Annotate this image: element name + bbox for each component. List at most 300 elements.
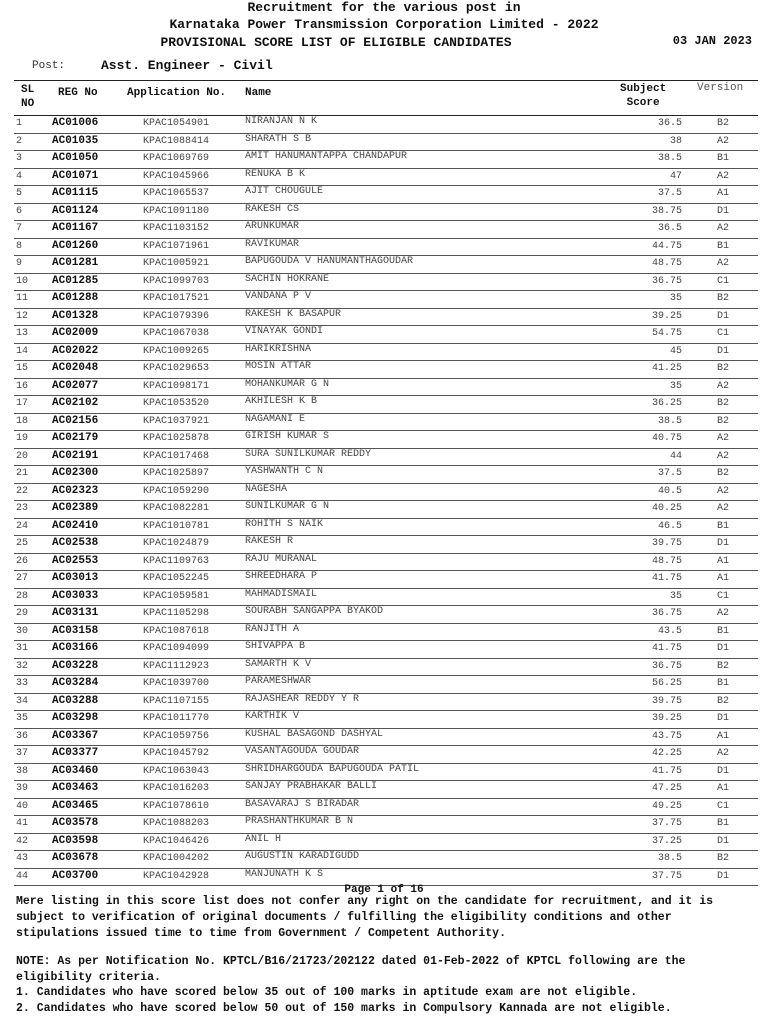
cell-version: A2 (716, 258, 729, 269)
cell-version: A2 (716, 748, 729, 759)
cell-score: 54.75 (651, 328, 682, 339)
cell-score: 41.75 (651, 643, 682, 654)
cell-reg-no: AC03298 (52, 712, 99, 724)
cell-score: 35 (669, 590, 682, 602)
cell-sl-no: 18 (16, 415, 29, 427)
table-row (14, 326, 758, 344)
cell-name: AUGUSTIN KARADIGUDD (245, 851, 360, 862)
cell-reg-no: AC03598 (52, 834, 99, 847)
cell-version: A2 (716, 450, 729, 462)
table-row (14, 309, 758, 327)
cell-score: 38.5 (657, 153, 682, 164)
cell-name: ROHITH S NAIK (245, 518, 324, 530)
criteria-item-2: 2. Candidates who have scored below 50 out of 150 marks in Compulsory Kannada are not eligible. (16, 1002, 672, 1015)
cell-sl-no: 19 (16, 433, 29, 444)
table-row (14, 239, 758, 257)
cell-reg-no: AC02191 (52, 449, 99, 462)
cell-version: C1 (716, 590, 729, 602)
cell-application-no: KPAC1071961 (143, 240, 210, 252)
cell-sl-no: 22 (16, 485, 29, 497)
cell-sl-no: 29 (16, 608, 29, 619)
cell-score: 44.75 (651, 240, 682, 252)
cell-version: B2 (716, 853, 729, 864)
cell-sl-no: 25 (16, 538, 29, 549)
cell-sl-no: 2 (16, 135, 23, 147)
cell-version: A2 (716, 380, 729, 392)
table-row (14, 256, 758, 274)
table-row (14, 466, 758, 484)
cell-reg-no: AC01115 (52, 187, 99, 199)
cell-name: PARAMESHWAR (245, 676, 312, 687)
cell-name: MANJUNATH K S (245, 868, 324, 880)
cell-application-no: KPAC1059290 (143, 485, 210, 497)
cell-application-no: KPAC1046426 (143, 835, 210, 847)
cell-application-no: KPAC1091180 (143, 205, 210, 217)
table-header (14, 81, 758, 116)
cell-sl-no: 23 (16, 503, 29, 514)
col-version-header: Version (697, 82, 744, 94)
cell-application-no: KPAC1029653 (143, 363, 210, 374)
cell-application-no: KPAC1005921 (143, 258, 210, 269)
cell-application-no: KPAC1053520 (143, 398, 210, 409)
cell-name: RAKESH K BASAPUR (245, 308, 342, 320)
page-number: Page 1 of 16 (344, 884, 424, 896)
cell-sl-no: 12 (16, 310, 29, 322)
cell-reg-no: AC01035 (52, 134, 99, 147)
cell-name: AMIT HANUMANTAPPA CHANDAPUR (245, 151, 408, 162)
cell-reg-no: AC03033 (52, 589, 99, 602)
table-row (14, 589, 758, 607)
cell-application-no: KPAC1078610 (143, 800, 210, 812)
table-row (14, 729, 758, 747)
cell-application-no: KPAC1088203 (143, 818, 210, 829)
post-label: Post: (32, 60, 66, 72)
table-row (14, 536, 758, 554)
cell-score: 36.75 (651, 660, 682, 672)
cell-reg-no: AC01124 (52, 204, 99, 217)
cell-reg-no: AC01328 (52, 309, 99, 322)
table-row (14, 799, 758, 817)
cell-version: D1 (716, 345, 729, 357)
cell-reg-no: AC02323 (52, 484, 99, 497)
cell-application-no: KPAC1045792 (143, 748, 210, 759)
cell-reg-no: AC02300 (52, 467, 99, 479)
cell-name: KUSHAL BASAGOND DASHYAL (245, 728, 384, 740)
cell-reg-no: AC01006 (52, 117, 99, 129)
cell-name: RAKESH R (245, 536, 294, 547)
cell-score: 41.75 (651, 765, 682, 777)
table-row (14, 169, 758, 187)
cell-version: D1 (716, 713, 729, 724)
cell-application-no: KPAC1065537 (143, 188, 210, 199)
cell-score: 40.75 (651, 433, 682, 444)
table-row (14, 361, 758, 379)
table-row (14, 396, 758, 414)
cell-name: YASHWANTH C N (245, 466, 324, 477)
cell-application-no: KPAC1059756 (143, 730, 210, 742)
table-row (14, 746, 758, 764)
cell-version: C1 (716, 275, 729, 287)
cell-score: 37.5 (657, 188, 682, 199)
cell-sl-no: 43 (16, 853, 29, 864)
cell-reg-no: AC02022 (52, 344, 99, 357)
cell-score: 47.25 (651, 783, 682, 794)
cell-version: D1 (716, 870, 729, 882)
cell-name: VASANTAGOUDA GOUDAR (245, 746, 360, 757)
cell-sl-no: 21 (16, 468, 29, 479)
cell-reg-no: AC03463 (52, 782, 99, 794)
cell-score: 38 (669, 135, 682, 147)
cell-version: C1 (716, 328, 729, 339)
cell-application-no: KPAC1039700 (143, 678, 210, 689)
document-date: 03 JAN 2023 (672, 34, 752, 48)
cell-score: 37.75 (651, 818, 682, 829)
table-row (14, 554, 758, 572)
cell-score: 38.75 (651, 205, 682, 217)
cell-application-no: KPAC1025897 (143, 468, 210, 479)
cell-score: 48.75 (651, 258, 682, 269)
cell-sl-no: 14 (16, 345, 29, 357)
cell-sl-no: 24 (16, 520, 29, 532)
col-app-header: Application No. (127, 87, 227, 99)
cell-sl-no: 31 (16, 643, 29, 654)
cell-score: 39.75 (651, 695, 682, 707)
table-row (14, 116, 758, 134)
table-row (14, 816, 758, 834)
cell-version: B2 (716, 695, 729, 707)
cell-version: B1 (716, 818, 729, 829)
cell-reg-no: AC02102 (52, 397, 99, 409)
cell-name: NIRANJAN N K (245, 116, 318, 127)
cell-sl-no: 36 (16, 730, 29, 742)
cell-name: RENUKA B K (245, 168, 306, 180)
cell-reg-no: AC03284 (52, 677, 99, 689)
cell-score: 48.75 (651, 555, 682, 567)
cell-version: B2 (716, 415, 729, 427)
note-text: NOTE: As per Notification No. KPTCL/B16/21723/202122 dated 01-Feb-2022 of KPTCL following are the eligibility criteria. (16, 955, 686, 984)
cell-name: NAGESHA (245, 483, 288, 495)
table-row (14, 659, 758, 677)
cell-reg-no: AC03678 (52, 852, 99, 864)
cell-version: B1 (716, 625, 729, 637)
cell-reg-no: AC02179 (52, 432, 99, 444)
score-table (14, 80, 758, 886)
cell-sl-no: 34 (16, 695, 29, 707)
cell-application-no: KPAC1112923 (143, 660, 210, 672)
table-row (14, 641, 758, 659)
cell-application-no: KPAC1010781 (143, 520, 210, 532)
cell-name: VANDANA P V (245, 291, 312, 302)
cell-sl-no: 11 (16, 293, 29, 304)
cell-name: RAJASHEAR REDDY Y R (245, 693, 360, 705)
cell-name: AKHILESH K B (245, 396, 318, 407)
cell-name: RAVIKUMAR (245, 238, 300, 250)
cell-version: B1 (716, 678, 729, 689)
cell-score: 36.5 (657, 223, 682, 234)
cell-name: ARUNKUMAR (245, 221, 300, 232)
cell-version: B2 (716, 468, 729, 479)
table-row (14, 501, 758, 519)
table-row (14, 291, 758, 309)
table-row (14, 711, 758, 729)
cell-score: 39.25 (651, 713, 682, 724)
cell-version: B2 (716, 398, 729, 409)
cell-version: C1 (716, 800, 729, 812)
cell-name: BASAVARAJ S BIRADAR (245, 798, 360, 810)
cell-name: KARTHIK V (245, 711, 300, 722)
cell-sl-no: 6 (16, 205, 23, 217)
cell-reg-no: AC02410 (52, 519, 99, 532)
cell-reg-no: AC02009 (52, 327, 99, 339)
cell-reg-no: AC01288 (52, 292, 99, 304)
cell-name: SHARATH S B (245, 133, 312, 145)
cell-sl-no: 26 (16, 555, 29, 567)
table-row (14, 834, 758, 852)
post-value: Asst. Engineer - Civil (101, 58, 273, 73)
cell-score: 37.75 (651, 870, 682, 882)
cell-reg-no: AC03013 (52, 572, 99, 584)
col-reg-header: REG No (58, 87, 98, 99)
cell-version: A2 (716, 503, 729, 514)
cell-reg-no: AC03700 (52, 869, 99, 882)
document-title-line1: Recruitment for the various post in (247, 0, 521, 15)
table-row (14, 221, 758, 239)
table-row (14, 379, 758, 397)
cell-reg-no: AC03158 (52, 624, 99, 637)
cell-application-no: KPAC1017521 (143, 293, 210, 304)
cell-application-no: KPAC1067038 (143, 328, 210, 339)
cell-sl-no: 1 (16, 118, 23, 129)
cell-sl-no: 10 (16, 275, 29, 287)
cell-application-no: KPAC1087618 (143, 625, 210, 637)
cell-name: SURA SUNILKUMAR REDDY (245, 448, 372, 460)
document-title-line2: Karnataka Power Transmission Corporation Limited - 2022 (169, 17, 599, 32)
table-row (14, 274, 758, 292)
criteria-item-1: 1. Candidates who have scored below 35 out of 100 marks in aptitude exam are not eligible. (16, 986, 638, 999)
cell-application-no: KPAC1063043 (143, 765, 210, 777)
cell-application-no: KPAC1105298 (143, 608, 210, 619)
col-name-header: Name (245, 87, 272, 99)
cell-score: 43.5 (657, 625, 682, 637)
cell-version: B2 (716, 118, 729, 129)
cell-score: 37.5 (657, 468, 682, 479)
cell-application-no: KPAC1017468 (143, 450, 210, 462)
cell-reg-no: AC02077 (52, 379, 99, 392)
table-row (14, 449, 758, 467)
cell-sl-no: 33 (16, 678, 29, 689)
cell-reg-no: AC01260 (52, 239, 99, 252)
col-sl-header: SL NO (21, 84, 35, 110)
cell-version: B2 (716, 660, 729, 672)
cell-version: A2 (716, 433, 729, 444)
cell-application-no: KPAC1025878 (143, 433, 210, 444)
cell-version: B2 (716, 293, 729, 304)
cell-sl-no: 30 (16, 625, 29, 637)
cell-score: 39.75 (651, 538, 682, 549)
cell-sl-no: 8 (16, 240, 23, 252)
cell-reg-no: AC03228 (52, 659, 99, 672)
table-row (14, 519, 758, 537)
cell-reg-no: AC02538 (52, 537, 99, 549)
cell-version: A1 (716, 573, 729, 584)
cell-score: 42.25 (651, 748, 682, 759)
cell-application-no: KPAC1069769 (143, 153, 210, 164)
cell-score: 44 (669, 450, 682, 462)
table-row (14, 186, 758, 204)
cell-application-no: KPAC1004202 (143, 853, 210, 864)
cell-sl-no: 17 (16, 398, 29, 409)
cell-sl-no: 38 (16, 765, 29, 777)
cell-application-no: KPAC1099703 (143, 275, 210, 287)
cell-version: B1 (716, 153, 729, 164)
cell-score: 39.25 (651, 310, 682, 322)
cell-reg-no: AC01050 (52, 152, 99, 164)
cell-name: MOSIN ATTAR (245, 361, 312, 372)
cell-version: A2 (716, 608, 729, 619)
table-row (14, 781, 758, 799)
cell-sl-no: 4 (16, 170, 23, 182)
cell-sl-no: 37 (16, 748, 29, 759)
cell-version: A1 (716, 730, 729, 742)
cell-sl-no: 20 (16, 450, 29, 462)
cell-name: ANIL H (245, 833, 282, 845)
cell-sl-no: 39 (16, 783, 29, 794)
cell-name: BAPUGOUDA V HANUMANTHAGOUDAR (245, 256, 414, 267)
cell-reg-no: AC02389 (52, 502, 99, 514)
cell-score: 43.75 (651, 730, 682, 742)
cell-name: NAGAMANI E (245, 413, 306, 425)
cell-reg-no: AC01071 (52, 169, 99, 182)
disclaimer-text: Mere listing in this score list does not confer any right on the candidate for recruitment, and it is subject to verification of original documents / fulfilling the eligibility conditions and other stipulations issued time to time from Government / Competent Authority. (16, 895, 714, 940)
cell-reg-no: AC01281 (52, 257, 99, 269)
cell-version: D1 (716, 538, 729, 549)
table-row (14, 431, 758, 449)
cell-name: HARIKRISHNA (245, 343, 312, 355)
table-row (14, 151, 758, 169)
cell-version: D1 (716, 835, 729, 847)
cell-application-no: KPAC1045966 (143, 170, 210, 182)
cell-sl-no: 32 (16, 660, 29, 672)
cell-score: 38.5 (657, 415, 682, 427)
cell-application-no: KPAC1042928 (143, 870, 210, 882)
cell-name: SHRIDHARGOUDA BAPUGOUDA PATIL (245, 763, 420, 775)
cell-application-no: KPAC1016203 (143, 783, 210, 794)
cell-version: B1 (716, 240, 729, 252)
cell-sl-no: 5 (16, 188, 23, 199)
cell-score: 40.25 (651, 503, 682, 514)
cell-sl-no: 15 (16, 363, 29, 374)
cell-score: 36.25 (651, 398, 682, 409)
cell-reg-no: AC02156 (52, 414, 99, 427)
cell-version: A1 (716, 555, 729, 567)
cell-reg-no: AC03288 (52, 694, 99, 707)
cell-version: A2 (716, 135, 729, 147)
cell-reg-no: AC03578 (52, 817, 99, 829)
cell-sl-no: 7 (16, 223, 23, 234)
cell-application-no: KPAC1037921 (143, 415, 210, 427)
cell-version: B1 (716, 520, 729, 532)
table-row (14, 624, 758, 642)
cell-version: A2 (716, 223, 729, 234)
table-row (14, 134, 758, 152)
table-row (14, 676, 758, 694)
cell-version: A2 (716, 485, 729, 497)
cell-version: D1 (716, 765, 729, 777)
cell-score: 46.5 (657, 520, 682, 532)
cell-sl-no: 28 (16, 590, 29, 602)
cell-sl-no: 9 (16, 258, 23, 269)
cell-application-no: KPAC1098171 (143, 380, 210, 392)
cell-score: 37.25 (651, 835, 682, 847)
cell-name: RANJITH A (245, 623, 300, 635)
cell-application-no: KPAC1054901 (143, 118, 210, 129)
cell-score: 41.75 (651, 573, 682, 584)
cell-reg-no: AC01167 (52, 222, 99, 234)
cell-reg-no: AC03131 (52, 607, 99, 619)
cell-version: D1 (716, 310, 729, 322)
cell-name: SUNILKUMAR G N (245, 501, 330, 512)
cell-name: PRASHANTHKUMAR B N (245, 816, 354, 827)
cell-score: 36.75 (651, 608, 682, 619)
cell-name: SOURABH SANGAPPA BYAKOD (245, 606, 384, 617)
cell-name: MOHANKUMAR G N (245, 378, 330, 390)
cell-score: 35 (669, 380, 682, 392)
cell-name: GIRISH KUMAR S (245, 431, 330, 442)
cell-application-no: KPAC1052245 (143, 573, 210, 584)
cell-application-no: KPAC1011770 (143, 713, 210, 724)
cell-reg-no: AC02048 (52, 362, 99, 374)
cell-application-no: KPAC1107155 (143, 695, 210, 707)
table-row (14, 764, 758, 782)
cell-score: 45 (669, 345, 682, 357)
cell-application-no: KPAC1094099 (143, 643, 210, 654)
cell-name: AJIT CHOUGULE (245, 186, 324, 197)
cell-application-no: KPAC1009265 (143, 345, 210, 357)
cell-score: 38.5 (657, 853, 682, 864)
cell-version: A1 (716, 188, 729, 199)
cell-reg-no: AC03460 (52, 764, 99, 777)
cell-reg-no: AC03465 (52, 799, 99, 812)
cell-score: 36.75 (651, 275, 682, 287)
cell-sl-no: 42 (16, 835, 29, 847)
col-score-header: Subject Score (620, 83, 667, 109)
cell-reg-no: AC01285 (52, 274, 99, 287)
cell-application-no: KPAC1059581 (143, 590, 210, 602)
cell-score: 49.25 (651, 800, 682, 812)
table-row (14, 571, 758, 589)
cell-version: D1 (716, 643, 729, 654)
cell-version: A2 (716, 170, 729, 182)
cell-reg-no: AC02553 (52, 554, 99, 567)
document-title-line3: PROVISIONAL SCORE LIST OF ELIGIBLE CANDIDATES (160, 35, 512, 50)
cell-score: 47 (669, 170, 682, 182)
table-row (14, 606, 758, 624)
cell-name: SHREEDHARA P (245, 571, 318, 582)
cell-reg-no: AC03367 (52, 729, 99, 742)
cell-name: SAMARTH K V (245, 658, 312, 670)
table-row (14, 414, 758, 432)
cell-name: RAJU MURANAL (245, 553, 318, 565)
cell-score: 40.5 (657, 485, 682, 497)
cell-application-no: KPAC1079396 (143, 310, 210, 322)
cell-application-no: KPAC1088414 (143, 135, 210, 147)
cell-score: 56.25 (651, 678, 682, 689)
cell-sl-no: 35 (16, 713, 29, 724)
table-row (14, 344, 758, 362)
cell-score: 36.5 (657, 118, 682, 129)
cell-name: SANJAY PRABHAKAR BALLI (245, 781, 378, 792)
cell-sl-no: 3 (16, 153, 23, 164)
